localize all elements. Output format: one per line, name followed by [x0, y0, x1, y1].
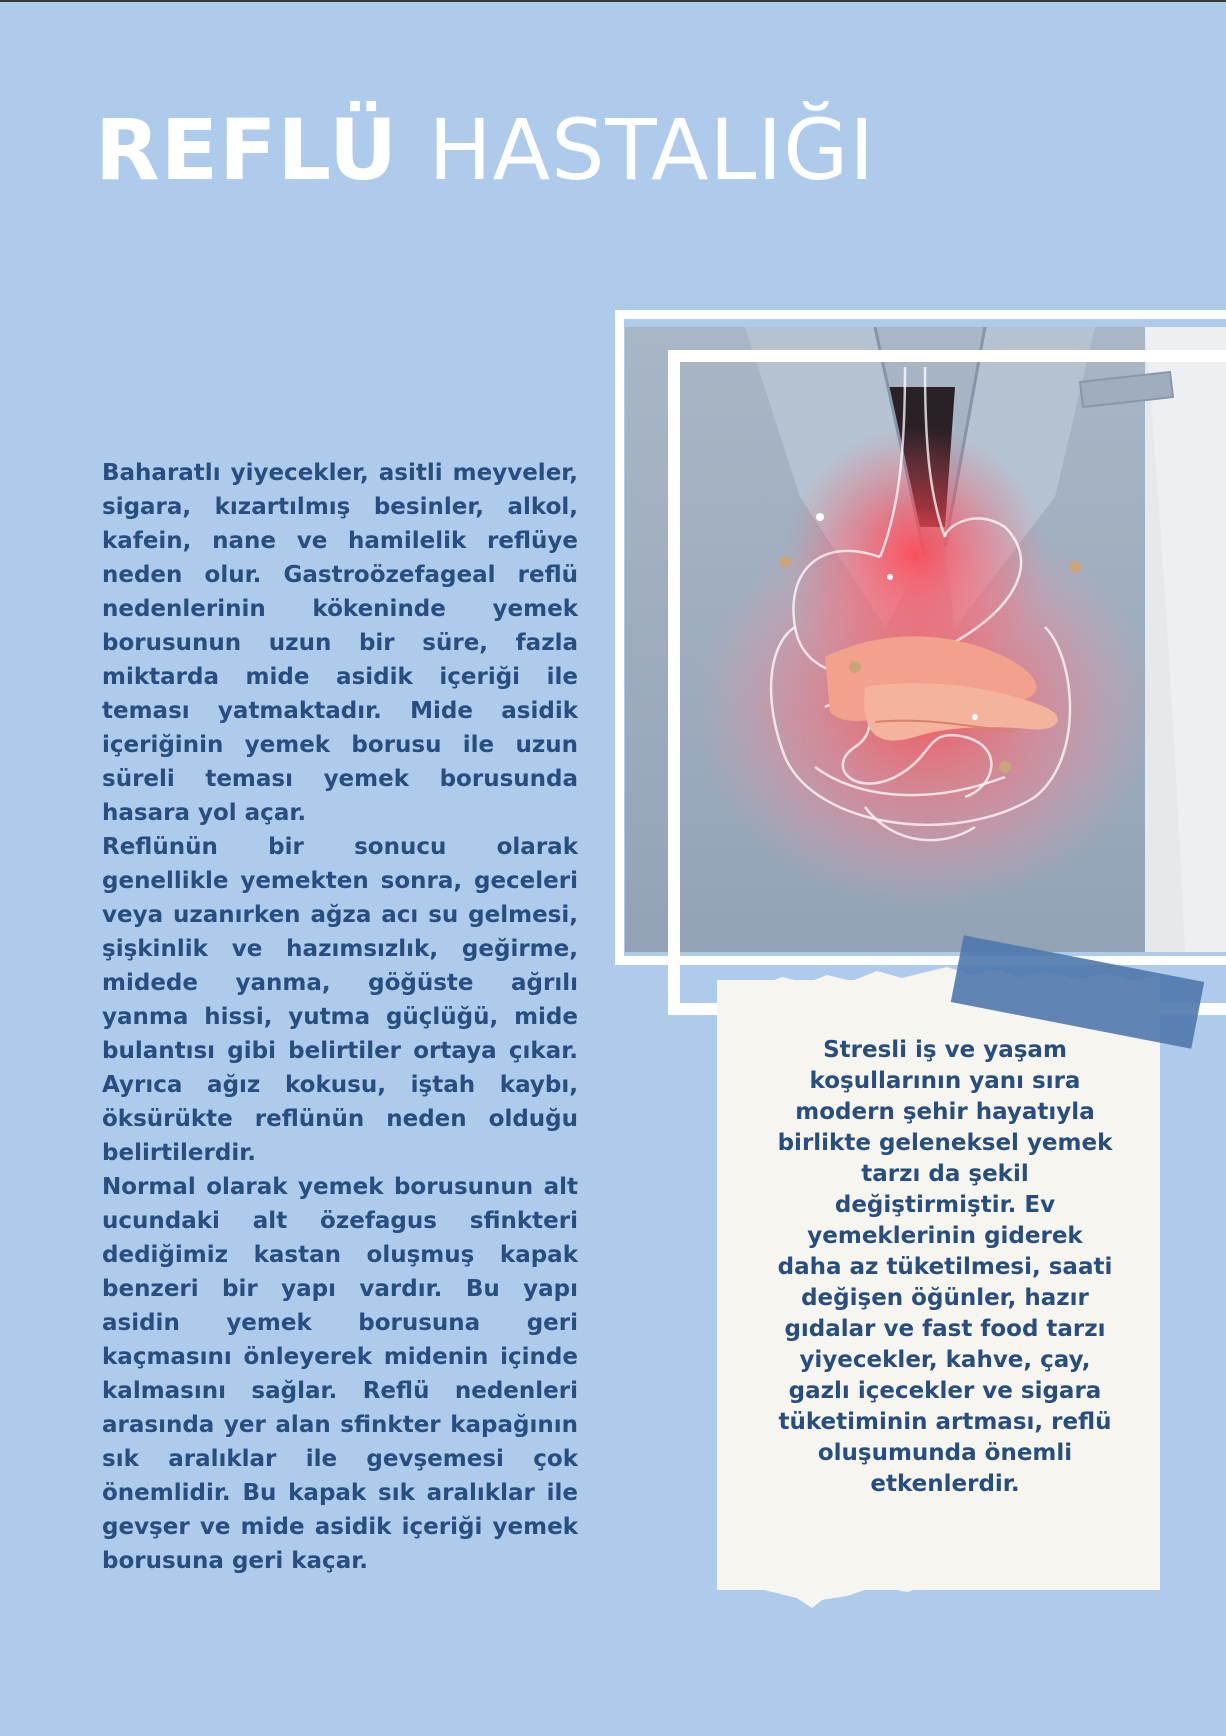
- note-torn-bottom-edge: [717, 1540, 1160, 1612]
- article-body: [102, 456, 578, 1578]
- photo-frame-inner: [668, 350, 1226, 1015]
- top-border-line: [0, 0, 1226, 2]
- page-title: [95, 100, 875, 200]
- note-text: Stresli iş ve yaşam koşullarının yanı sıra modern şehir hayatıyla birlikte geleneksel yemek tarzı da şekil değiştirmiştir. Ev yemeklerinin giderek daha az tüketilmesi, saati değişen öğünler, hazır gıdalar ve fast food tarzı yiyecekler, kahve, çay, gazlı içecekler ve sigara tüketiminin artması, reflü oluşumunda önemli etkenlerdir.: [777, 1037, 1113, 1497]
- paragraph-sphincter: Normal olarak yemek borusunun alt ucundaki alt özefagus sfinkteri dediğimiz kastan oluşmuş kapak benzeri bir yapı vardır. Bu yapı asidin yemek borusuna geri kaçmasını önleyerek midenin içinde kalmasını sağlar. Reflü nedenleri arasında yer alan sfinkter kapağının sık aralıklar ile gevşemesi çok önemlidir. Bu kapak sık aralıklar ile gevşer ve mide asidik içeriği yemek borusuna geri kaçar.: [102, 1174, 578, 1574]
- title-light-word: HASTALIĞI: [428, 101, 876, 199]
- title-bold-word: REFLÜ: [95, 101, 399, 199]
- paragraph-causes: Baharatlı yiyecekler, asitli meyveler, sigara, kızartılmış besinler, alkol, kafein, nane ve hamilelik reflüye neden olur. Gastroözefageal reflü nedenlerinin kökeninde yemek borusunun uzun bir süre, fazla miktarda mide asidik içeriği ile teması yatmaktadır. Mide asidik içeriğinin yemek borusu ile uzun süreli teması yemek borusunda hasara yol açar.: [102, 460, 578, 826]
- paragraph-symptoms: Reflünün bir sonucu olarak genellikle yemekten sonra, geceleri veya uzanırken ağza acı su gelmesi, şişkinlik ve hazımsızlık, geğirme, midede yanma, göğüste ağrılı yanma hissi, yutma güçlüğü, mide bulantısı gibi belirtiler ortaya çıkar. Ayrıca ağız kokusu, iştah kaybı, öksürükte reflünün neden olduğu belirtilerdir.: [102, 834, 578, 1166]
